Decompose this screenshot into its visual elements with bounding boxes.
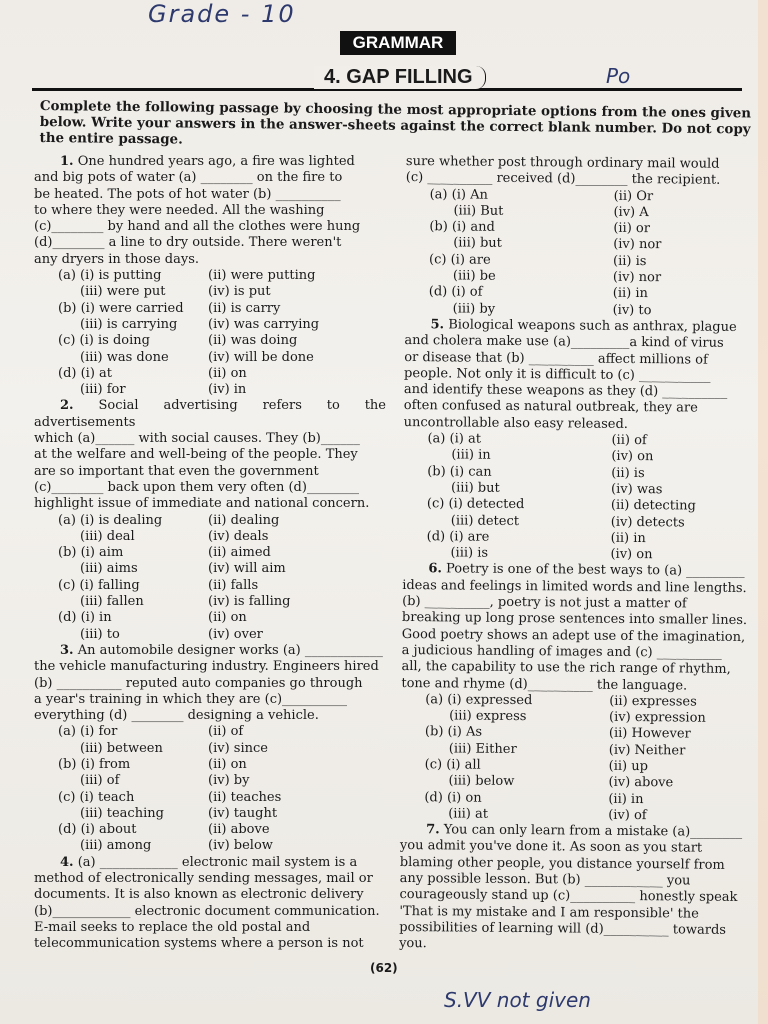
question-number: 7. xyxy=(426,822,440,838)
passage-line: 2. Social advertising refers to the advertisements xyxy=(34,398,386,430)
option-item: (ii) on xyxy=(208,610,247,626)
passage-line: 1. One hundred years ago, a fire was lighted xyxy=(60,154,355,169)
option-item: (iii) but xyxy=(451,480,500,496)
option-item: (iii) were put xyxy=(80,284,166,300)
question-number: 6. xyxy=(428,561,443,577)
option-item: (ii) in xyxy=(612,286,648,302)
question-number: 1. xyxy=(60,154,74,169)
option-item: (ii) or xyxy=(613,221,651,237)
passage-line: (c)________ back upon them very often (d)________ xyxy=(34,479,359,495)
option-item: (iii) But xyxy=(453,203,504,219)
question-1 xyxy=(34,154,386,398)
option-item: (iv) Neither xyxy=(608,742,686,759)
page-edge xyxy=(758,0,768,1024)
option-item: (iv) will be done xyxy=(208,349,314,365)
passage-line: Good poetry shows an adept use of the imagination, xyxy=(401,626,746,645)
option-item: (iii) for xyxy=(80,382,126,398)
left-column xyxy=(34,154,386,953)
passage-line: you. xyxy=(399,936,427,952)
passage-line: highlight issue of immediate and national concern. xyxy=(34,496,370,512)
passage-line: often confused as natural outbreak, they are xyxy=(403,398,698,417)
passage-line: you admit you've done it. As soon as you start xyxy=(399,838,703,857)
option-item: (ii) of xyxy=(208,724,244,740)
section-title: 4. GAP FILLING xyxy=(314,66,486,89)
option-item: (iii) detect xyxy=(450,512,520,529)
option-item: (ii) of xyxy=(611,432,647,449)
option-item: (iv) on xyxy=(610,546,653,563)
options-grid xyxy=(400,692,751,825)
option-item: (iii) was done xyxy=(80,349,169,365)
question-4-continued xyxy=(405,154,756,320)
options-grid xyxy=(34,724,386,854)
option-item: (d) (i) on xyxy=(424,789,482,806)
option-item: (ii) in xyxy=(608,791,644,807)
option-item: (iii) is xyxy=(450,545,489,561)
option-item: (ii) above xyxy=(208,822,270,838)
option-item: (ii) in xyxy=(610,530,646,546)
option-item: (b) (i) can xyxy=(427,463,492,480)
passage-line: be heated. The pots of hot water (b) __________ xyxy=(34,186,341,202)
option-item: (d) (i) about xyxy=(58,822,137,838)
option-item: (iv) in xyxy=(208,382,247,398)
option-item: (d) (i) are xyxy=(426,529,490,545)
option-item: (ii) However xyxy=(608,726,691,742)
option-item: (iii) express xyxy=(449,708,527,725)
passage-line: 3. An automobile designer works (a) ____________ xyxy=(60,642,383,658)
option-item: (iii) but xyxy=(453,235,502,252)
option-item: (a) (i) An xyxy=(429,186,488,203)
passage-line: 'That is my mistake and I am responsible' the xyxy=(399,903,699,922)
passage-line: any possible lesson. But (b) ____________ you xyxy=(399,871,691,889)
question-number: 3. xyxy=(60,642,74,658)
option-item: (c) (i) detected xyxy=(426,496,525,513)
passage-line: which (a)______ with social causes. They (b)______ xyxy=(34,431,360,447)
option-item: (ii) is xyxy=(611,465,645,481)
option-item: (iv) is falling xyxy=(208,594,291,610)
option-item: (c) (i) are xyxy=(429,251,491,268)
option-item: (iii) between xyxy=(80,740,163,756)
passage-line: people. Not only it is difficult to (c) ___________ xyxy=(404,365,711,384)
option-item: (iv) to xyxy=(612,302,652,318)
option-item: (iv) will aim xyxy=(208,561,286,577)
passage-line: a year's training in which they are (c)__________ xyxy=(34,691,348,707)
option-item: (ii) up xyxy=(608,758,649,775)
passage-line: and big pots of water (a) ________ on the fire to xyxy=(34,170,343,186)
option-item: (b) (i) from xyxy=(58,756,131,772)
options-grid xyxy=(34,268,386,398)
option-item: (iv) detects xyxy=(610,514,685,530)
option-item: (iv) nor xyxy=(612,269,662,286)
question-3 xyxy=(34,643,386,855)
passage-line: documents. It is also known as electronic delivery xyxy=(34,887,364,903)
option-item: (iv) over xyxy=(208,626,263,642)
passage-line: (d)________ a line to dry outside. There weren't xyxy=(34,235,342,251)
question-number: 4. xyxy=(60,854,74,870)
option-item: (ii) dealing xyxy=(208,512,280,528)
option-item: (iv) expression xyxy=(609,709,706,726)
passage-line: are so important that even the government xyxy=(34,463,319,479)
right-column xyxy=(399,154,756,956)
options-grid xyxy=(34,513,386,643)
passage-line: 7. You can only learn from a mistake (a)________ xyxy=(426,822,743,841)
option-item: (b) (i) As xyxy=(424,724,483,741)
option-item: (ii) expresses xyxy=(609,693,697,710)
option-item: (c) (i) teach xyxy=(58,789,135,805)
option-item: (iv) taught xyxy=(208,805,278,821)
passage-line: telecommunication systems where a person is not xyxy=(34,936,364,952)
option-item: (ii) on xyxy=(208,365,247,381)
passage-line: any dryers in those days. xyxy=(34,251,199,267)
handwritten-po-note: Po xyxy=(606,64,631,88)
option-item: (iv) was xyxy=(611,481,663,498)
option-item: (ii) aimed xyxy=(208,545,271,561)
option-item: (b) (i) aim xyxy=(58,545,124,561)
question-6 xyxy=(400,561,752,825)
option-item: (iii) aims xyxy=(80,561,138,577)
option-item: (iv) above xyxy=(608,775,674,791)
passage-line: 6. Poetry is one of the best ways to (a) _________ xyxy=(428,561,745,580)
option-item: (iv) below xyxy=(208,838,273,854)
options-grid xyxy=(405,187,756,320)
passage-line: 5. Biological weapons such as anthrax, plague xyxy=(430,317,737,335)
option-item: (ii) is xyxy=(613,253,647,269)
option-item: (iv) since xyxy=(208,740,268,756)
option-item: (iv) deals xyxy=(208,528,269,544)
option-item: (b) (i) were carried xyxy=(58,300,184,316)
option-item: (iii) is carrying xyxy=(80,316,178,332)
passage-line: and identify these weapons as they (d) __________ xyxy=(403,382,728,400)
passage-line: all, the capability to use the rich range of rhythm, xyxy=(401,659,731,678)
option-item: (ii) were putting xyxy=(208,268,316,284)
passage-line: (c) __________ received (d)________ the recipient. xyxy=(405,170,721,189)
question-number: 2. xyxy=(60,398,74,414)
passage-line: (b)____________ electronic document communication. xyxy=(34,903,380,919)
handwritten-grade-note: Grade - 10 xyxy=(148,0,296,28)
option-item: (ii) was doing xyxy=(208,333,298,349)
option-item: (ii) detecting xyxy=(610,498,696,514)
option-item: (iv) of xyxy=(608,807,647,823)
passage-line: (b) __________ reputed auto companies go through xyxy=(34,675,363,691)
option-item: (c) (i) all xyxy=(424,757,481,773)
passage-line: 4. (a) ____________ electronic mail system is a xyxy=(60,854,358,870)
option-item: (a) (i) is putting xyxy=(58,268,162,284)
options-grid xyxy=(402,431,753,564)
option-item: (iii) to xyxy=(80,626,120,642)
passage-line: ideas and feelings in limited words and line lengths. xyxy=(402,577,747,596)
question-2 xyxy=(34,398,386,642)
option-item: (iv) was carrying xyxy=(208,316,320,332)
option-item: (iii) at xyxy=(448,806,489,822)
question-7 xyxy=(399,822,750,955)
instructions: Complete the following passage by choosing the most appropriate options from the ones given below. Write your answers in the answer-sheets against the correct blank number. Do not copy the entire passage. xyxy=(39,98,752,148)
option-item: (a) (i) for xyxy=(58,724,118,740)
option-item: (a) (i) expressed xyxy=(425,691,533,708)
passage-line: breaking up long prose sentences into smaller lines. xyxy=(401,610,748,629)
option-item: (ii) teaches xyxy=(208,789,282,805)
option-item: (iii) among xyxy=(80,838,152,854)
option-item: (a) (i) is dealing xyxy=(58,512,163,528)
passage-line: everything (d) ________ designing a vehicle. xyxy=(34,708,319,724)
option-item: (iv) nor xyxy=(613,237,662,253)
passage-line: (b) __________, poetry is not just a matter of xyxy=(402,593,687,612)
option-item: (iv) on xyxy=(611,449,654,465)
option-item: (iii) by xyxy=(452,301,496,317)
option-item: (iv) by xyxy=(208,773,250,789)
passage-line: a judicious handling of images and (c) __________ xyxy=(401,642,722,661)
option-item: (iv) A xyxy=(613,204,649,221)
passage-line: E-mail seeks to replace the old postal and xyxy=(34,919,311,935)
question-number: 5. xyxy=(430,317,445,333)
passage-line: blaming other people, you distance yourself from xyxy=(399,854,725,873)
grammar-banner: GRAMMAR xyxy=(340,31,456,55)
passage-line: at the welfare and well-being of the people. They xyxy=(34,447,358,463)
option-item: (b) (i) and xyxy=(429,219,495,235)
option-item: (iii) of xyxy=(80,773,120,789)
option-item: (iii) deal xyxy=(80,528,135,544)
passage-line: method of electronically sending messages, mail or xyxy=(34,871,373,887)
question-4 xyxy=(34,855,386,953)
option-item: (ii) Or xyxy=(613,188,654,204)
option-item: (iii) fallen xyxy=(80,594,144,610)
option-item: (iv) is put xyxy=(208,284,271,300)
option-item: (c) (i) falling xyxy=(58,577,140,593)
option-item: (ii) falls xyxy=(208,577,259,593)
option-item: (iii) teaching xyxy=(80,805,164,821)
option-item: (d) (i) at xyxy=(58,365,113,381)
option-item: (ii) on xyxy=(208,756,247,772)
handwritten-bottom-note: S.VV not given xyxy=(444,988,591,1012)
passage-line: uncontrollable also easy released. xyxy=(403,414,629,432)
passage-line: and cholera make use (a)_________a kind of virus xyxy=(404,333,724,352)
question-5 xyxy=(402,317,754,564)
option-item: (a) (i) at xyxy=(427,431,482,447)
option-item: (iii) below xyxy=(448,773,515,790)
option-item: (ii) is carry xyxy=(208,300,281,316)
passage-line: courageously stand up (c)__________ honestly speak xyxy=(399,887,738,906)
passage-line: tone and rhyme (d)__________ the language. xyxy=(401,675,688,693)
passage-line: the vehicle manufacturing industry. Engineers hired xyxy=(34,659,379,675)
passage-line: sure whether post through ordinary mail would xyxy=(405,154,720,172)
option-item: (iii) be xyxy=(452,268,496,284)
passage-line: possibilities of learning will (d)__________ towards xyxy=(399,919,727,938)
passage-line: to where they were needed. All the washing xyxy=(34,202,325,218)
option-item: (c) (i) is doing xyxy=(58,333,150,349)
option-item: (d) (i) in xyxy=(58,610,112,626)
option-item: (iii) Either xyxy=(448,741,517,757)
passage-line: (c)________ by hand and all the clothes were hung xyxy=(34,219,361,235)
page-number: (62) xyxy=(370,961,398,975)
option-item: (iii) in xyxy=(451,447,491,464)
passage-line: or disease that (b) __________ affect millions of xyxy=(404,349,708,368)
option-item: (d) (i) of xyxy=(428,284,483,301)
